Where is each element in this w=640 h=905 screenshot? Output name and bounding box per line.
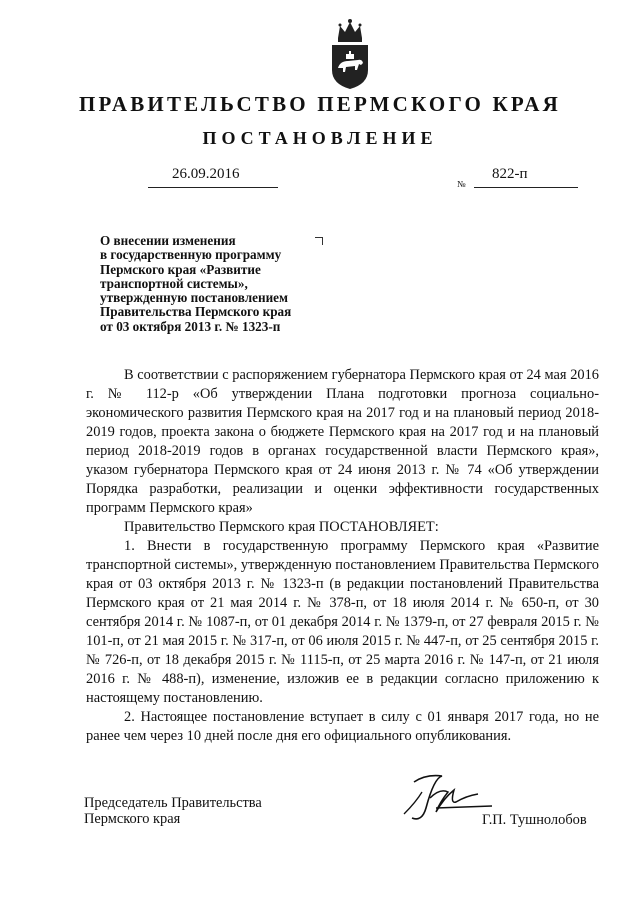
signer-name: Г.П. Тушнолобов	[482, 812, 587, 828]
government-title: ПРАВИТЕЛЬСТВО ПЕРМСКОГО КРАЯ	[78, 92, 561, 116]
document-date: 26.09.2016	[172, 166, 240, 182]
date-underline	[148, 187, 278, 188]
item-1-paragraph: 1. Внести в государственную программу Пермского края «Развитие транспортной системы», утвержденную постановлением Правительства Пермского края от 03 октября 2013 г. № 1323-п (в редакции постановлений Правительства Пермского края от 21 мая 2014 г. № 378-п, от 18 июля 2014 г. № 650-п, от 30 сентября 2014 г. № 1087-п, от 01 декабря 2014 г. № 1379-п, от 27 февраля 2015 г. № 101-п, от 21 мая 2015 г. № 317-п, от 06 июля 2015 г. № 447-п, от 25 сентября 2015 г. № 726-п, от 18 декабря 2015 г. № 1115-п, от 25 марта 2016 г. № 147-п, от 21 июля 2016 г. № 488-п), изменение, изложив ее в редакции согласно приложению к настоящему постановлению.	[86, 538, 599, 706]
item-2-paragraph: 2. Настоящее постановление вступает в силу с 01 января 2017 года, но не ранее чем через 10 дней после дня его официального опубликования.	[86, 709, 599, 744]
corner-mark	[315, 237, 323, 245]
document-number: 822-п	[492, 166, 528, 182]
number-sign: №	[457, 179, 466, 189]
number-underline	[474, 187, 578, 188]
resolves-paragraph: Правительство Пермского края ПОСТАНОВЛЯЕТ:	[124, 519, 439, 535]
document-type: ПОСТАНОВЛЕНИЕ	[202, 128, 438, 148]
signer-position: Председатель Правительства Пермского края	[84, 795, 262, 827]
document-body	[86, 366, 599, 746]
document-subject: О внесении изменения в государственную программу Пермского края «Развитие транспортной системы», утвержденную постановлением Правительства Пермского края от 03 октября 2013 г. № 1323-п	[100, 233, 292, 334]
coat-of-arms-icon	[328, 18, 372, 90]
preamble-paragraph: В соответствии с распоряжением губернатора Пермского края от 24 мая 2016 г. № 112-р «Об утверждении Плана подготовки прогноза социально-экономического развития Пермского края на 2017 год и на плановый период 2018-2019 годов, проекта закона о бюджете Пермского края на 2017 год и на плановый период 2018-2019 годов в органах государственной власти Пермского края», указом губернатора Пермского края от 24 июня 2013 г. № 74 «Об утверждении Порядка разработки, реализации и оценки эффективности государственных программ Пермского края»	[86, 367, 599, 516]
